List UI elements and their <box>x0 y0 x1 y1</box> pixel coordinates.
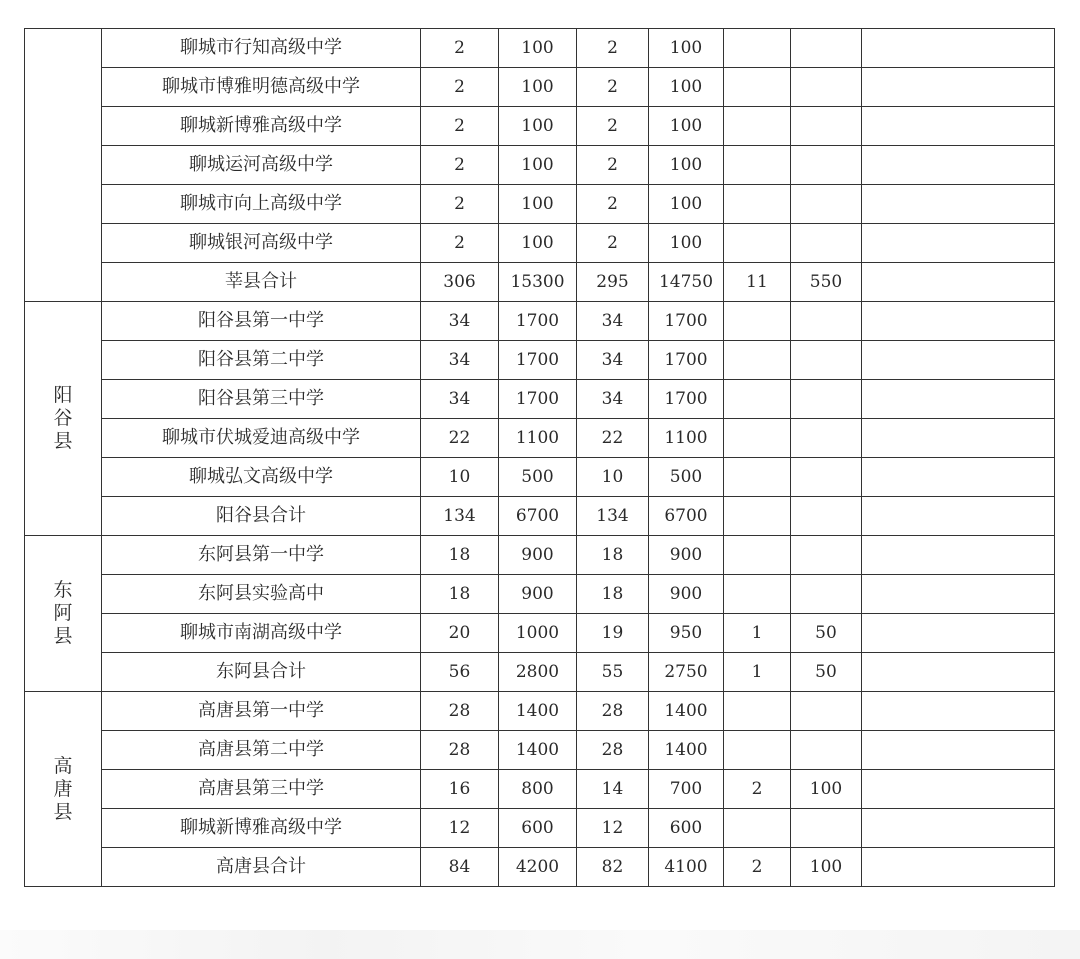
remark-cell <box>862 770 1055 809</box>
diff-amount-cell <box>791 185 862 224</box>
planned-amount-cell: 1700 <box>499 380 577 419</box>
table-row <box>25 224 1055 263</box>
planned-amount-cell: 1100 <box>499 419 577 458</box>
planned-count-cell: 34 <box>421 380 499 419</box>
remark-cell <box>862 692 1055 731</box>
actual-count-cell: 19 <box>577 614 649 653</box>
diff-count-cell <box>724 107 791 146</box>
diff-count-cell <box>724 575 791 614</box>
school-name-cell: 聊城市伏城爱迪高级中学 <box>102 419 421 458</box>
table-row <box>25 770 1055 809</box>
planned-amount-cell: 900 <box>499 536 577 575</box>
table-row <box>25 458 1055 497</box>
table-row <box>25 614 1055 653</box>
actual-amount-cell: 1700 <box>649 380 724 419</box>
remark-cell <box>862 653 1055 692</box>
planned-amount-cell: 2800 <box>499 653 577 692</box>
school-name-cell: 聊城新博雅高级中学 <box>102 107 421 146</box>
school-name-cell: 阳谷县合计 <box>102 497 421 536</box>
table-row <box>25 341 1055 380</box>
actual-amount-cell: 1700 <box>649 302 724 341</box>
remark-cell <box>862 536 1055 575</box>
school-name-cell: 聊城市博雅明德高级中学 <box>102 68 421 107</box>
planned-amount-cell: 6700 <box>499 497 577 536</box>
diff-count-cell <box>724 419 791 458</box>
diff-amount-cell <box>791 68 862 107</box>
actual-amount-cell: 2750 <box>649 653 724 692</box>
diff-amount-cell <box>791 536 862 575</box>
diff-count-cell: 2 <box>724 770 791 809</box>
table-body <box>25 29 1055 887</box>
table-row <box>25 263 1055 302</box>
actual-amount-cell: 900 <box>649 536 724 575</box>
county-label: 阳谷县 <box>53 384 73 452</box>
diff-count-cell <box>724 29 791 68</box>
table-row <box>25 809 1055 848</box>
planned-count-cell: 18 <box>421 536 499 575</box>
diff-amount-cell <box>791 107 862 146</box>
school-name-cell: 阳谷县第三中学 <box>102 380 421 419</box>
remark-cell <box>862 302 1055 341</box>
actual-count-cell: 18 <box>577 575 649 614</box>
diff-amount-cell <box>791 497 862 536</box>
actual-count-cell: 34 <box>577 380 649 419</box>
remark-cell <box>862 185 1055 224</box>
actual-count-cell: 82 <box>577 848 649 887</box>
actual-count-cell: 2 <box>577 185 649 224</box>
actual-count-cell: 14 <box>577 770 649 809</box>
table-row <box>25 653 1055 692</box>
actual-amount-cell: 100 <box>649 146 724 185</box>
table-row <box>25 536 1055 575</box>
table-row <box>25 497 1055 536</box>
actual-count-cell: 28 <box>577 692 649 731</box>
school-name-cell: 聊城市南湖高级中学 <box>102 614 421 653</box>
diff-count-cell <box>724 497 791 536</box>
actual-amount-cell: 1700 <box>649 341 724 380</box>
remark-cell <box>862 458 1055 497</box>
actual-amount-cell: 100 <box>649 29 724 68</box>
planned-amount-cell: 15300 <box>499 263 577 302</box>
diff-amount-cell <box>791 146 862 185</box>
planned-count-cell: 2 <box>421 29 499 68</box>
actual-count-cell: 134 <box>577 497 649 536</box>
diff-count-cell <box>724 380 791 419</box>
school-name-cell: 高唐县第一中学 <box>102 692 421 731</box>
diff-amount-cell <box>791 731 862 770</box>
actual-amount-cell: 100 <box>649 224 724 263</box>
diff-amount-cell: 50 <box>791 614 862 653</box>
school-name-cell: 高唐县合计 <box>102 848 421 887</box>
remark-cell <box>862 731 1055 770</box>
remark-cell <box>862 107 1055 146</box>
school-name-cell: 高唐县第三中学 <box>102 770 421 809</box>
actual-amount-cell: 4100 <box>649 848 724 887</box>
table-row <box>25 575 1055 614</box>
actual-count-cell: 10 <box>577 458 649 497</box>
diff-count-cell <box>724 458 791 497</box>
actual-count-cell: 2 <box>577 107 649 146</box>
diff-amount-cell <box>791 224 862 263</box>
planned-count-cell: 28 <box>421 731 499 770</box>
planned-amount-cell: 600 <box>499 809 577 848</box>
actual-count-cell: 34 <box>577 341 649 380</box>
diff-amount-cell: 100 <box>791 770 862 809</box>
planned-amount-cell: 1400 <box>499 692 577 731</box>
school-name-cell: 莘县合计 <box>102 263 421 302</box>
diff-count-cell <box>724 224 791 263</box>
school-name-cell: 聊城运河高级中学 <box>102 146 421 185</box>
school-name-cell: 阳谷县第二中学 <box>102 341 421 380</box>
table-row <box>25 29 1055 68</box>
diff-amount-cell: 50 <box>791 653 862 692</box>
school-name-cell: 聊城新博雅高级中学 <box>102 809 421 848</box>
actual-count-cell: 2 <box>577 224 649 263</box>
planned-amount-cell: 100 <box>499 185 577 224</box>
county-cell <box>25 302 102 536</box>
remark-cell <box>862 419 1055 458</box>
diff-amount-cell <box>791 29 862 68</box>
remark-cell <box>862 68 1055 107</box>
planned-count-cell: 134 <box>421 497 499 536</box>
diff-amount-cell: 550 <box>791 263 862 302</box>
county-cell <box>25 29 102 302</box>
diff-amount-cell <box>791 341 862 380</box>
diff-count-cell <box>724 146 791 185</box>
diff-count-cell <box>724 185 791 224</box>
table-row <box>25 692 1055 731</box>
table-row <box>25 146 1055 185</box>
remark-cell <box>862 380 1055 419</box>
diff-count-cell <box>724 536 791 575</box>
diff-amount-cell <box>791 380 862 419</box>
planned-amount-cell: 500 <box>499 458 577 497</box>
planned-count-cell: 20 <box>421 614 499 653</box>
planned-count-cell: 34 <box>421 341 499 380</box>
actual-amount-cell: 500 <box>649 458 724 497</box>
remark-cell <box>862 29 1055 68</box>
diff-count-cell: 2 <box>724 848 791 887</box>
diff-count-cell <box>724 302 791 341</box>
planned-count-cell: 2 <box>421 68 499 107</box>
actual-amount-cell: 100 <box>649 185 724 224</box>
school-name-cell: 聊城市行知高级中学 <box>102 29 421 68</box>
remark-cell <box>862 224 1055 263</box>
remark-cell <box>862 809 1055 848</box>
planned-count-cell: 28 <box>421 692 499 731</box>
school-name-cell: 聊城弘文高级中学 <box>102 458 421 497</box>
actual-amount-cell: 1400 <box>649 731 724 770</box>
planned-count-cell: 56 <box>421 653 499 692</box>
diff-count-cell: 11 <box>724 263 791 302</box>
planned-count-cell: 18 <box>421 575 499 614</box>
actual-count-cell: 2 <box>577 29 649 68</box>
table-row <box>25 848 1055 887</box>
actual-amount-cell: 600 <box>649 809 724 848</box>
planned-count-cell: 12 <box>421 809 499 848</box>
diff-count-cell <box>724 731 791 770</box>
table-row <box>25 185 1055 224</box>
diff-amount-cell <box>791 809 862 848</box>
table-row <box>25 68 1055 107</box>
actual-amount-cell: 1100 <box>649 419 724 458</box>
actual-count-cell: 34 <box>577 302 649 341</box>
planned-count-cell: 306 <box>421 263 499 302</box>
actual-amount-cell: 1400 <box>649 692 724 731</box>
school-name-cell: 聊城银河高级中学 <box>102 224 421 263</box>
diff-count-cell <box>724 692 791 731</box>
blurred-footer-area <box>0 930 1080 959</box>
remark-cell <box>862 263 1055 302</box>
planned-amount-cell: 1400 <box>499 731 577 770</box>
actual-count-cell: 12 <box>577 809 649 848</box>
remark-cell <box>862 497 1055 536</box>
planned-amount-cell: 100 <box>499 29 577 68</box>
actual-amount-cell: 900 <box>649 575 724 614</box>
county-cell <box>25 536 102 692</box>
table-row <box>25 380 1055 419</box>
planned-amount-cell: 4200 <box>499 848 577 887</box>
planned-count-cell: 2 <box>421 185 499 224</box>
actual-amount-cell: 14750 <box>649 263 724 302</box>
county-cell <box>25 692 102 887</box>
remark-cell <box>862 848 1055 887</box>
actual-count-cell: 22 <box>577 419 649 458</box>
planned-amount-cell: 100 <box>499 107 577 146</box>
planned-count-cell: 34 <box>421 302 499 341</box>
actual-count-cell: 18 <box>577 536 649 575</box>
planned-amount-cell: 800 <box>499 770 577 809</box>
planned-count-cell: 16 <box>421 770 499 809</box>
remark-cell <box>862 614 1055 653</box>
planned-amount-cell: 100 <box>499 68 577 107</box>
actual-amount-cell: 700 <box>649 770 724 809</box>
actual-amount-cell: 100 <box>649 107 724 146</box>
remark-cell <box>862 341 1055 380</box>
actual-amount-cell: 6700 <box>649 497 724 536</box>
planned-amount-cell: 1000 <box>499 614 577 653</box>
actual-amount-cell: 950 <box>649 614 724 653</box>
remark-cell <box>862 146 1055 185</box>
actual-count-cell: 28 <box>577 731 649 770</box>
school-name-cell: 东阿县合计 <box>102 653 421 692</box>
actual-amount-cell: 100 <box>649 68 724 107</box>
diff-amount-cell: 100 <box>791 848 862 887</box>
planned-count-cell: 84 <box>421 848 499 887</box>
table-row <box>25 731 1055 770</box>
planned-amount-cell: 100 <box>499 146 577 185</box>
diff-count-cell: 1 <box>724 614 791 653</box>
diff-amount-cell <box>791 302 862 341</box>
school-name-cell: 东阿县第一中学 <box>102 536 421 575</box>
allocation-table <box>24 28 1055 887</box>
table-row <box>25 302 1055 341</box>
diff-amount-cell <box>791 692 862 731</box>
table-row <box>25 107 1055 146</box>
table-row <box>25 419 1055 458</box>
diff-count-cell <box>724 68 791 107</box>
actual-count-cell: 295 <box>577 263 649 302</box>
diff-amount-cell <box>791 458 862 497</box>
planned-amount-cell: 100 <box>499 224 577 263</box>
actual-count-cell: 2 <box>577 68 649 107</box>
diff-amount-cell <box>791 419 862 458</box>
county-label: 高唐县 <box>53 754 73 823</box>
planned-count-cell: 10 <box>421 458 499 497</box>
school-name-cell: 聊城市向上高级中学 <box>102 185 421 224</box>
school-name-cell: 高唐县第二中学 <box>102 731 421 770</box>
school-name-cell: 阳谷县第一中学 <box>102 302 421 341</box>
actual-count-cell: 55 <box>577 653 649 692</box>
planned-amount-cell: 900 <box>499 575 577 614</box>
county-label: 东阿县 <box>53 579 73 647</box>
diff-amount-cell <box>791 575 862 614</box>
planned-amount-cell: 1700 <box>499 341 577 380</box>
diff-count-cell: 1 <box>724 653 791 692</box>
school-name-cell: 东阿县实验高中 <box>102 575 421 614</box>
diff-count-cell <box>724 341 791 380</box>
planned-amount-cell: 1700 <box>499 302 577 341</box>
planned-count-cell: 2 <box>421 224 499 263</box>
remark-cell <box>862 575 1055 614</box>
planned-count-cell: 2 <box>421 107 499 146</box>
planned-count-cell: 2 <box>421 146 499 185</box>
actual-count-cell: 2 <box>577 146 649 185</box>
planned-count-cell: 22 <box>421 419 499 458</box>
diff-count-cell <box>724 809 791 848</box>
